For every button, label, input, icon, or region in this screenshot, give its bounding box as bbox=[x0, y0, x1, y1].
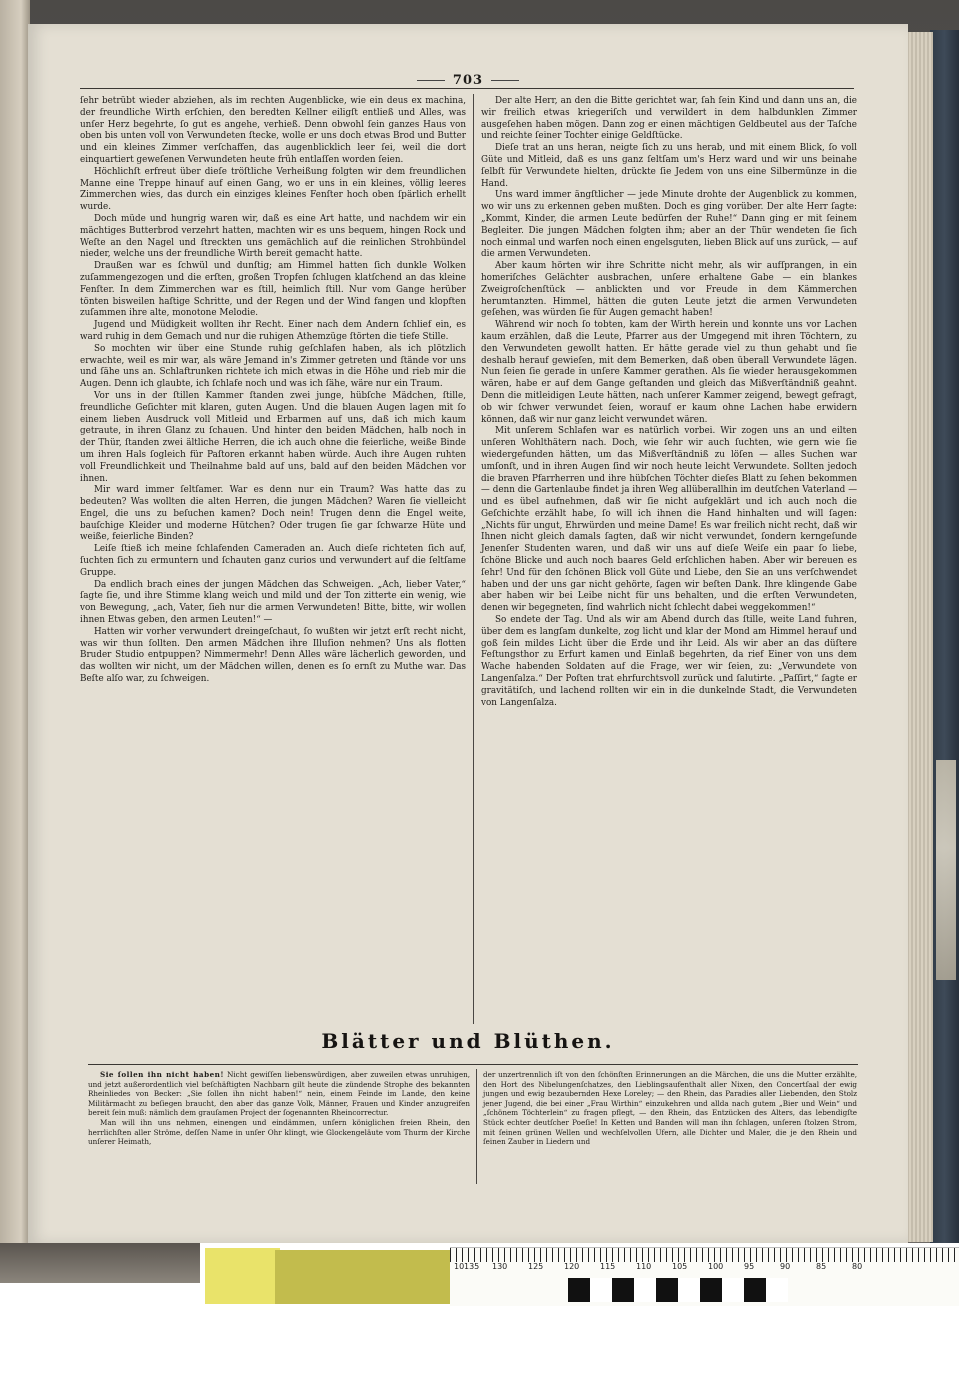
ruler-number: 85 bbox=[816, 1262, 827, 1271]
yellow-note bbox=[205, 1248, 280, 1304]
ruler-number: 120 bbox=[564, 1262, 580, 1271]
right-column bbox=[481, 96, 857, 709]
footer-right-column bbox=[483, 1070, 857, 1147]
section-title: Blätter und Blüthen. bbox=[321, 1029, 615, 1053]
ruler-number: 130 bbox=[492, 1262, 508, 1271]
ruler-numbers bbox=[450, 1262, 959, 1276]
yellow-note-shadow bbox=[275, 1250, 450, 1304]
paragraph: Draußen war es ſchwül und dunſtig; am Himmel hatten ſich dunkle Wolken zuſammengezogen und die erſten, großen Tropfen ſchlugen klatſchend an das kleine Fenſter. In dem Zimmerchen war es ſtill, heimlich ſtill. Nur vom Gange herüber tönten bisweilen haſtige Schritte, und der Regen und der Wind fangen und klopften zuſammen ihre alte, monotone Melodie. bbox=[80, 261, 466, 319]
paragraph: Man will ihn uns nehmen, einengen und eindämmen, unſern königlichen freien Rhein, den herrlichſten aller Ströme, deſſen Name in unſer Ohr klingt, wie Glockengeläute vom Thurm der Kirche unſerer Heimath, bbox=[88, 1117, 470, 1147]
ruler-number: 125 bbox=[528, 1262, 544, 1271]
paragraph: So endete der Tag. Und als wir am Abend durch das ſtille, weite Land fuhren, über dem es langſam dunkelte, zog licht und klar der Mond am Himmel herauf und goß ſein mildes Licht über die Erde und ihr Leid. Als wir aber an das düſtere Feſtungsthor zu Erfurt kamen und Einlaß begehrten, da rief Einer von uns dem Wache habenden Soldaten auf die Frage, wer wir ſeien, zu: „Verwundete von Langenſalza.“ Der Poſten trat ehrfurchtsvoll zurück und ſalutirte. „Paſſirt,“ ſagte er gravitätiſch, und lachend rollten wir ein in die dunkelnde Stadt, die Verwundeten von Langenſalza. bbox=[481, 615, 857, 708]
left-column bbox=[80, 96, 466, 686]
paragraph: Mit unſerem Schlafen war es natürlich vorbei. Wir zogen uns an und eilten unſeren Wohlthätern nach. Doch, wie ſehr wir auch ſuchten, wie gern wie ſie wiedergefunden hätten, um das Mißverſtändniß zu löſen — alles Suchen war umſonſt, und in ihren Augen ſind wir noch heute leicht Verwundete. Sollten jedoch die braven Pfarrherren und ihre hübſchen Töchter dieſes Blatt zu ſehen bekommen — denn die Gartenlaube findet ja ihren Weg allüberallhin im deutſchen Vaterland — und es übel aufnehmen, daß wir ſie nicht aufgeklärt und ich auch noch die Geſchichte erzählt habe, ſo will ich ihnen die Hand hinhalten und will ſagen: „Nichts für ungut, Ehrwürden und meine Dame! Es war freilich nicht recht, daß wir Ihnen nicht gleich damals ſagten, daß wir nicht verwundet, ſondern kerngeſunde Jenenſer Studenten waren, und daß wir uns auf dieſe Weiſe ein paar ſo liebe, ſchöne Blicke und auch noch baares Geld erſchlichen haben. Aber wir bereuen es ſehr! Und für den ſchönen Blick voll Güte und Liebe, den Sie an uns verſchwendet haben und der uns gar nicht gehörte, ſagen wir beſten Dank. Ihre klingende Gabe aber haben wir bei Leibe nicht für uns behalten, und die erſten Verwundeten, denen wir begegneten, ſind wahrlich nicht ſchlecht dabei weggekommen!“ bbox=[481, 426, 857, 614]
ruler-number: 110 bbox=[636, 1262, 652, 1271]
footer-left-column bbox=[88, 1070, 470, 1147]
paragraph: der unzertrennlich iſt von den ſchönſten Erinnerungen an die Märchen, die uns die Mutter erzählte, den Hort des Nibelungenſchatzes, den Lieblingsaufenthalt aller Nixen, den Concertſaal der ewig jungen und ewig bezaubernden Hexe Loreley; — den Rhein, das Paradies aller Liebenden, den Stolz jener Jugend, die bei einer „Frau Wirthin“ einzukehren und allda nach gutem „Bier und Wein“ und „ſchönem Töchterlein“ zu fragen pflegt, — den Rhein, das Entzücken des Alters, das lebendigſte Stück echter deutſcher Poeſie! In Ketten und Banden will man ihn ſchlagen, unſeren ſtolzen Strom, mit ſeinen grünen Wellen und wechſelvollen Ufern, alle Dichter und Maler, die je den Rhein und ſeinen Zauber in Liedern und bbox=[483, 1070, 857, 1147]
page-number: 703 bbox=[28, 73, 908, 88]
ruler-number: 80 bbox=[852, 1262, 863, 1271]
page-stack-edge bbox=[905, 32, 933, 1242]
paragraph: Doch müde und hungrig waren wir, daß es eine Art hatte, und nachdem wir ein mächtiges Butterbrod verzehrt hatten, machten wir es uns bequem, hingen Rock und Weſte an den Nagel und ſtreckten uns gemächlich auf die reinlichen Strohbündel nieder, welche uns der freundliche Wirth bereit gemacht hatte. bbox=[80, 213, 466, 260]
table-edge bbox=[0, 1243, 200, 1283]
ruler-number: 90 bbox=[780, 1262, 791, 1271]
book-cover bbox=[930, 30, 959, 1243]
ruler-number: 105 bbox=[672, 1262, 688, 1271]
section-rule bbox=[88, 1064, 858, 1065]
ruler-number: 100 bbox=[708, 1262, 724, 1271]
paragraph: Leiſe ſtieß ich meine ſchlafenden Cameraden an. Auch dieſe richteten ſich auf, ſuchten ſich zu ermuntern und ſchauten ganz curios und verwundert auf die ſeltſame Gruppe. bbox=[80, 544, 466, 578]
paragraph: ſehr betrübt wieder abziehen, als im rechten Augenblicke, wie ein deus ex machina, der freundliche Wirth erſchien, den beredten Kellner eiligſt entließ und Alles, was unſer Herz begehrte, ſo gut es angehe, verhieß. Denn obwohl ſein ganzes Haus von oben bis unten voll von Verwundeten ſtecke, wolle er uns doch etwas Brod und Butter und ein kleines Zimmer verſchaffen, das augenblicklich leer ſei, weil die dort einquartiert geweſenen Verwundeten heute früh entlaſſen worden ſeien. bbox=[80, 96, 466, 165]
paragraph: Aber kaum hörten wir ihre Schritte nicht mehr, als wir aufſprangen, in ein homeriſches Gelächter ausbrachen, unſere erhaltene Gabe — ein blankes Zweigroſchenſtück — anblickten und vor Freude in dem Kämmerchen herumtanzten. Himmel, hätten die guten Leute jetzt die armen Verwundeten geſehen, was würden ſie für Augen gemacht haben! bbox=[481, 261, 857, 319]
ruler-number: 95 bbox=[744, 1262, 755, 1271]
header-rule bbox=[80, 88, 854, 89]
ruler-number: 10 bbox=[454, 1262, 465, 1271]
article-heading: Sie ſollen ihn nicht haben! bbox=[100, 1070, 225, 1079]
paragraph: Dieſe trat an uns heran, neigte ſich zu uns herab, und mit einem Blick, ſo voll Güte und Mitleid, daß es uns ganz ſeltſam um's Herz ward und wir uns beinahe ſelbſt für Verwundete hielten, drückte ſie Jedem von uns eine Silbermünze in die Hand. bbox=[481, 143, 857, 189]
ruler-number: 115 bbox=[600, 1262, 616, 1271]
paragraph: Da endlich brach eines der jungen Mädchen das Schweigen. „Ach, lieber Vater,“ ſagte ſie, und ihre Stimme klang weich und mild und der Ton zitterte ein wenig, wie von Bewegung, „ach, Vater, ſieh nur die armen Verwundeten! Bitte, bitte, wir wollen ihnen Etwas geben, den armen Leuten!“ — bbox=[80, 579, 466, 626]
paragraph: Nicht gewiſſen liebenswürdigen, aber zuweilen etwas unruhigen, und jetzt außerordentlich viel beſchäftigten Nachbarn gilt heute die zündende Strophe des bekannten Rheinliedes von Becker: „Sie ſollen ihn nicht haben!“ nein, einem Feinde im Lande, den keine Militärmacht zu beſiegen braucht, den aber das ganze Volk, Männer, Frauen und Kinder anzugreifen bereit ſein muß: nämlich dem grauſamen Project der ſogenannten Rheincorrectur. bbox=[88, 1070, 470, 1118]
paragraph: Vor uns in der ſtillen Kammer ſtanden zwei junge, hübſche Mädchen, ſtille, freundliche Geſichter mit klaren, guten Augen. Und die blauen Augen lagen mit ſo einem lieben Ausdruck voll Mitleid und Erbarmen auf uns, daß ich mich kaum getraute, in ihren Glanz zu ſchauen. Und hinter den beiden Mädchen, halb noch in der Thür, ſtanden zwei ältliche Herren, die ich auch ohne die feierliche, weiße Binde um ihren Hals ſogleich für Paſtoren erkannt haben würde. Auch ihre Augen ruhten voll Freundlichkeit und Theilnahme bald auf uns, bald auf den beiden Mädchen vor ihnen. bbox=[80, 390, 466, 484]
paragraph: Mir ward immer ſeltſamer. War es denn nur ein Traum? Was hatte das zu bedeuten? Was wollten die alten Herren, die jungen Mädchen? Waren ſie vielleicht Engel, die uns zu beſuchen kamen? Doch nein! Trugen denn die Engel weite, bauſchige Kleider und moderne Hütchen? Oder trugen ſie gar ſchwarze Hüte und weiße, feierliche Binden? bbox=[80, 485, 466, 543]
paragraph: Uns ward immer ängſtlicher — jede Minute drohte der Augenblick zu kommen, wo wir uns zu erkennen geben mußten. Doch es ging vorüber. Der alte Herr ſagte: „Kommt, Kinder, die armen Leute bedürfen der Ruhe!“ Dann ging er mit ſeinem Begleiter. Die jungen Mädchen folgten ihm; aber an der Thür wendeten ſie ſich noch einmal und warfen noch einen engelsguten, lieben Blick auf uns zurück, — auf die armen Verwundeten. bbox=[481, 190, 857, 260]
color-checker-bar bbox=[568, 1278, 788, 1302]
book-page bbox=[28, 24, 908, 1244]
ruler-ticks bbox=[450, 1248, 959, 1262]
paragraph: Während wir noch ſo tobten, kam der Wirth herein und konnte uns vor Lachen kaum erzählen, daß die Leute, Pfarrer aus der Umgegend mit ihren Töchtern, zu den Verwundeten gewollt hatten. Er hätte gerade viel zu thun gehabt und ſie deshalb herauf gewieſen, mit dem Bemerken, daß oben überall Verwundete lägen. Nun ſeien ſie gerade in unſere Kammer gerathen. Als ſie wieder herausgekommen wären, habe er auf dem Gange geſtanden und gleich das Mißverſtändniß geahnt. Denn die mitleidigen Leute hätten, nach unſerer Kammer zeigend, bewegt gefragt, ob wir ſchwer verwundet ſeien, worauf er kaum ohne Lachen habe erwidern können, daß wir nur ganz leicht verwundet wären. bbox=[481, 320, 857, 425]
paragraph: Jugend und Müdigkeit wollten ihr Recht. Einer nach dem Andern ſchlief ein, es ward ruhig in dem Gemach und nur die ruhigen Athemzüge ſtörten die tiefe Stille. bbox=[80, 320, 466, 342]
paragraph: Der alte Herr, an den die Bitte gerichtet war, ſah ſein Kind und dann uns an, die wir freilich etwas kriegeriſch und verwildert in dem halbdunklen Zimmer ausgeſehen haben mögen. Dann zog er einen mächtigen Geldbeutel aus der Taſche und reichte ſeiner Tochter einige Geldſtücke. bbox=[481, 96, 857, 142]
paragraph: So mochten wir über eine Stunde ruhig geſchlafen haben, als ich plötzlich erwachte, weil es mir war, als wäre Jemand in's Zimmer getreten und ſtände vor uns und ſähe uns an. Schlaftrunken richtete ich mich etwas in die Höhe und rieb mir die Augen. Denn ich glaubte, ich ſchlafe noch und was ich ſähe, wäre nur ein Traum. bbox=[80, 343, 466, 390]
column-divider bbox=[473, 94, 474, 1024]
paragraph: Höchlichſt erfreut über dieſe tröſtliche Verheißung folgten wir dem freundlichen Manne eine Treppe hinauf auf einen Gang, wo er uns in ein kleines, völlig leeres Zimmerchen wies, das durch ein einziges kleines Fenſter hoch oben ſpärlich erhellt wurde. bbox=[80, 166, 466, 213]
footer-divider bbox=[476, 1069, 477, 1184]
torn-spine bbox=[936, 760, 956, 980]
ruler-number: 135 bbox=[464, 1262, 480, 1271]
left-page-edge bbox=[0, 0, 30, 1243]
paragraph: Hatten wir vorher verwundert dreingeſchaut, ſo wußten wir jetzt erſt recht nicht, was wir thun ſollten. Den armen Mädchen ihre Illuſion nehmen? Uns als flotten Bruder Studio entpuppen? Nimmermehr! Denn Alles wäre lächerlich geworden, und das wollten wir nicht, um der Mädchen willen, denen es ſo ernſt zu Muthe war. Das Beſte alſo war, zu ſchweigen. bbox=[80, 626, 466, 685]
